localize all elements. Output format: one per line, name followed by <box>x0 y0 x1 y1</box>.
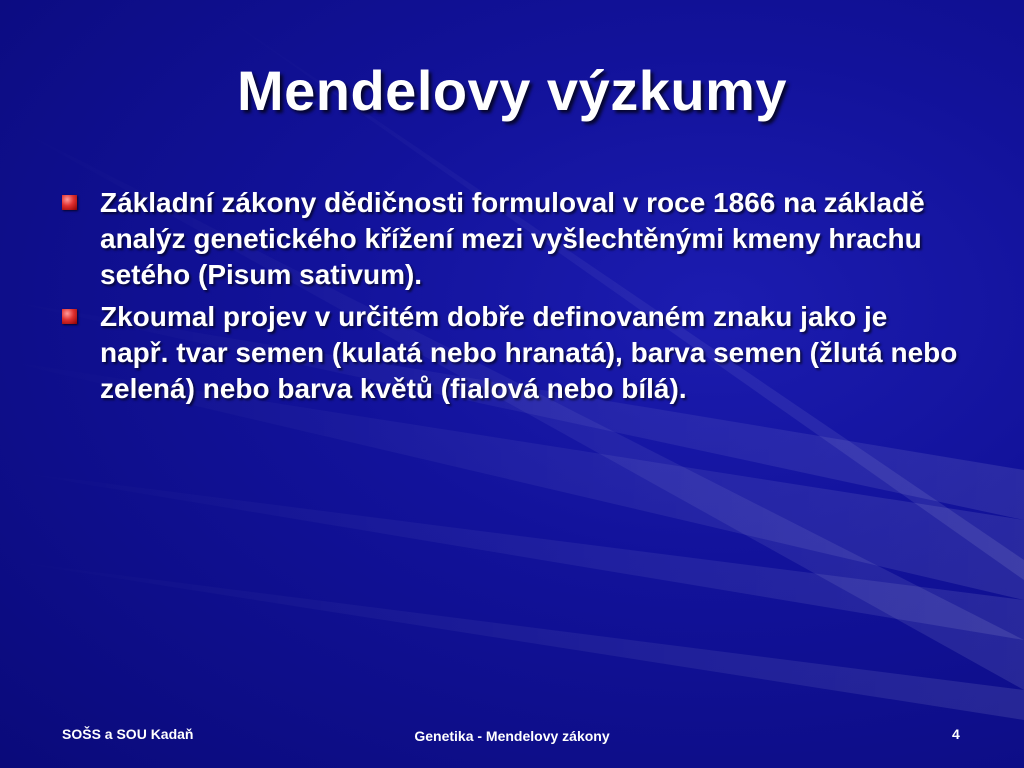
footer-organization: SOŠS a SOU Kadaň <box>62 726 194 742</box>
bullet-text: Zkoumal projev v určitém dobře definovaném znaku jako je např. tvar semen (kulatá nebo hranatá), barva semen (žlutá nebo zelená) nebo barva květů (fialová nebo bílá). <box>100 301 958 404</box>
square-bullet-icon <box>62 309 77 324</box>
bullet-item <box>60 185 960 293</box>
footer-topic: Genetika - Mendelovy zákony <box>414 728 610 744</box>
bullet-text: Základní zákony dědičnosti formuloval v roce 1866 na základě analýz genetického křížení mezi vyšlechtěnými kmeny hrachu setého (Pisum sativum). <box>100 187 925 290</box>
page-number: 4 <box>952 726 960 742</box>
square-bullet-icon <box>62 195 77 210</box>
bullet-list <box>60 185 960 413</box>
bullet-item <box>60 299 960 407</box>
slide-title: Mendelovy výzkumy <box>236 59 788 122</box>
